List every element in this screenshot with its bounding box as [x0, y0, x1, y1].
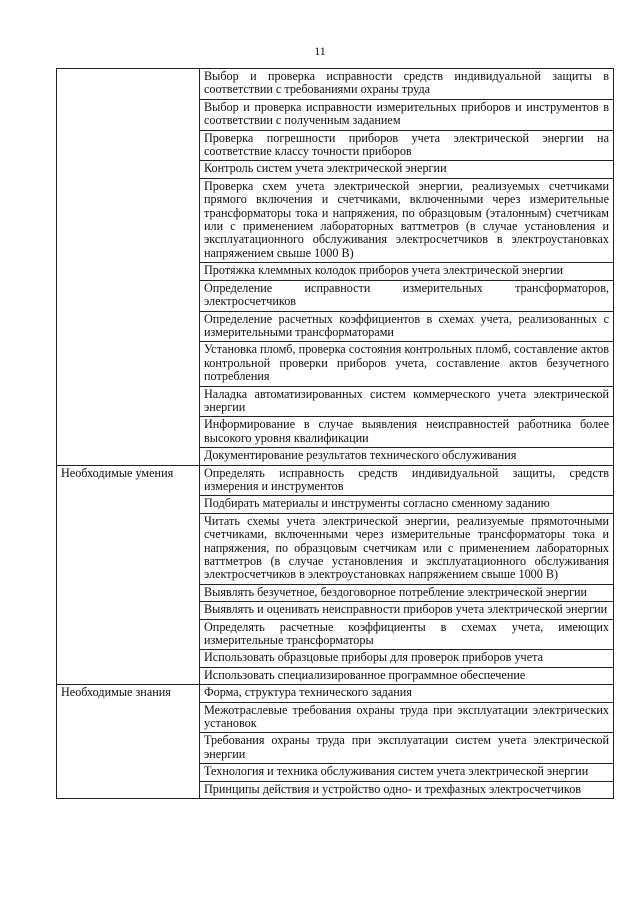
section-label: [57, 69, 200, 466]
competency-table: [56, 68, 614, 799]
table-cell-item: Выбор и проверка исправности средств индивидуальной защиты в соответствии с требованиями охраны труда: [200, 69, 614, 100]
table-cell-item: Читать схемы учета электрической энергии, реализуемые прямоточными счетчиками, включенными через измерительные трансформаторы тока и напряжения, по образцовым счетчикам или с применением лабораторных ваттметров (в случае установления и эксплуатационного обслуживания электросчетчиков в электроустановках напряжением свыше 1000 В): [200, 513, 614, 584]
table-cell-item: Протяжка клеммных колодок приборов учета электрической энергии: [200, 263, 614, 280]
table-cell-item: Проверка схем учета электрической энергии, реализуемых счетчиками прямого включения и счетчиками, включенными через измерительные трансформаторы тока и напряжения, по образцовым (эталонным) счетчикам или с применением лабораторных ваттметров (в случае установления и эксплуатационного обслуживания электросчетчиков в электроустановках напряжением свыше 1000 В): [200, 178, 614, 262]
section-label: Необходимые умения: [57, 465, 200, 685]
table-cell-item: Использовать специализированное программное обеспечение: [200, 667, 614, 684]
table-cell-item: Информирование в случае выявления неисправностей работника более высокого уровня квалификации: [200, 417, 614, 448]
table-cell-item: Определение исправности измерительных трансформаторов, электросчетчиков: [200, 280, 614, 311]
table-cell-item: Определение расчетных коэффициентов в схемах учета, реализованных с измерительными трансформаторами: [200, 311, 614, 342]
table-cell-item: Установка пломб, проверка состояния контрольных пломб, составление актов контрольной проверки приборов учета, составление актов безучетного потребления: [200, 342, 614, 386]
table-cell-item: Использовать образцовые приборы для проверок приборов учета: [200, 650, 614, 667]
table-body: [57, 69, 614, 799]
table-cell-item: Подбирать материалы и инструменты согласно сменному заданию: [200, 496, 614, 513]
table-cell-item: Выявлять безучетное, бездоговорное потребление электрической энергии: [200, 584, 614, 601]
table-cell-item: Технология и техника обслуживания систем учета электрической энергии: [200, 764, 614, 781]
table-row: [57, 465, 614, 496]
table-cell-item: Наладка автоматизированных систем коммерческого учета электрической энергии: [200, 386, 614, 417]
table-cell-item: Документирование результатов технического обслуживания: [200, 448, 614, 465]
table-cell-item: Проверка погрешности приборов учета электрической энергии на соответствие классу точности приборов: [200, 130, 614, 161]
table-cell-item: Требования охраны труда при эксплуатации систем учета электрической энергии: [200, 733, 614, 764]
table-cell-item: Межотраслевые требования охраны труда при эксплуатации электрических установок: [200, 702, 614, 733]
table-cell-item: Определять расчетные коэффициенты в схемах учета, имеющих измерительные трансформаторы: [200, 619, 614, 650]
table-cell-item: Определять исправность средств индивидуальной защиты, средств измерения и инструментов: [200, 465, 614, 496]
table-row: [57, 685, 614, 702]
table-cell-item: Форма, структура технического задания: [200, 685, 614, 702]
section-label: Необходимые знания: [57, 685, 200, 799]
table-row: [57, 69, 614, 100]
table-cell-item: Выявлять и оценивать неисправности приборов учета электрической энергии: [200, 602, 614, 619]
table-cell-item: Контроль систем учета электрической энергии: [200, 161, 614, 178]
table-cell-item: Выбор и проверка исправности измерительных приборов и инструментов в соответствии с полученным заданием: [200, 99, 614, 130]
page-number: 11: [314, 44, 326, 58]
table-cell-item: Принципы действия и устройство одно- и трехфазных электросчетчиков: [200, 781, 614, 798]
